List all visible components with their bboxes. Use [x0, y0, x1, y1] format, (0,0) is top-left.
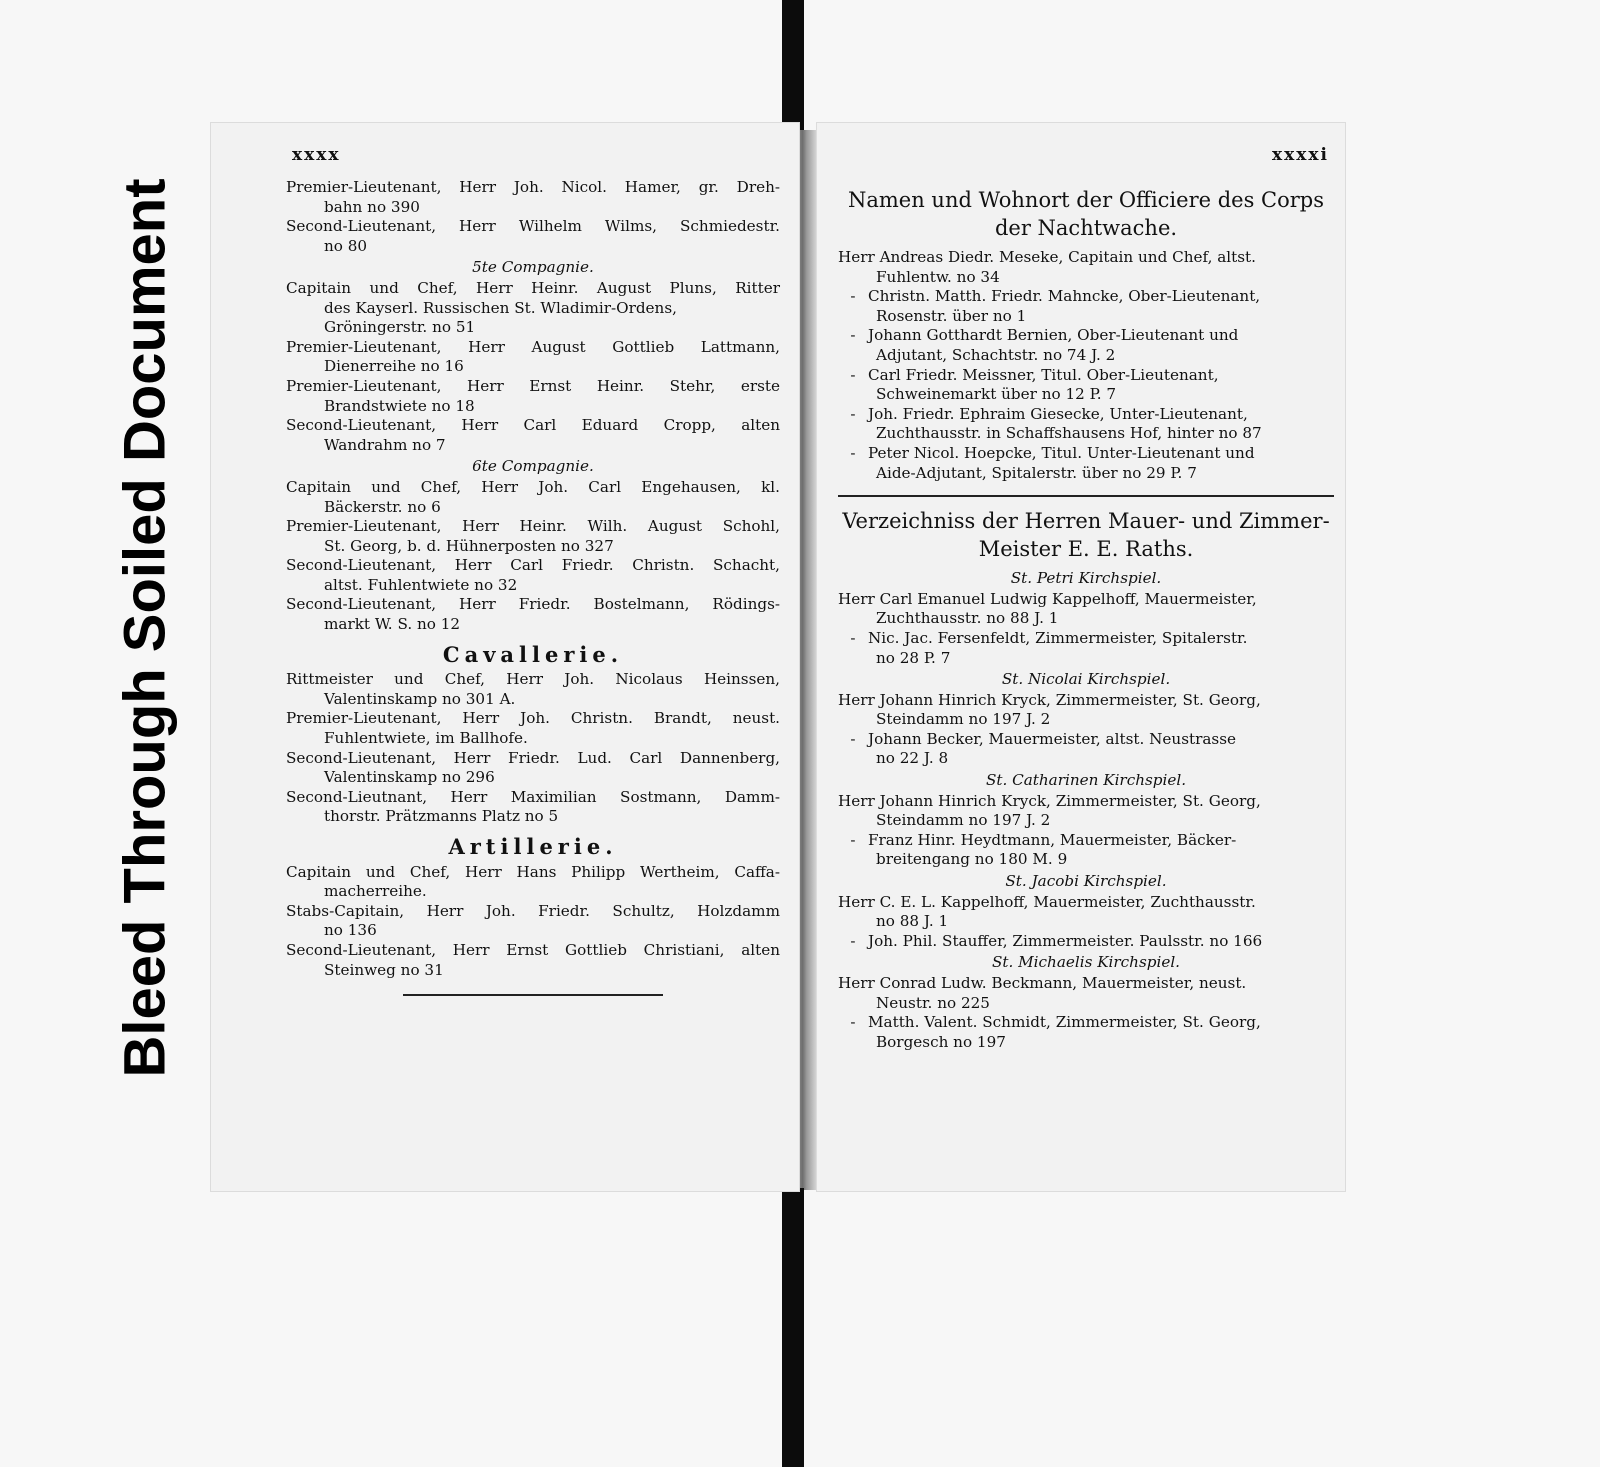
parish-heading: St. Jacobi Kirchspiel. — [1005, 872, 1167, 891]
entry-continuation: macherreihe. — [324, 882, 427, 901]
entry-line: Stabs-Capitain, Herr Joh. Friedr. Schultz, Holzdamm — [286, 901, 780, 920]
entry-text: Joh. Phil. Stauffer, Zimmermeister. Paulsstr. no 166 — [868, 931, 1263, 950]
register-entry — [838, 893, 1334, 932]
entry-continuation: bahn no 390 — [324, 197, 420, 216]
entry-continuation: no 22 J. 8 — [876, 749, 949, 768]
section-title-nachtwache: Namen und Wohnort der Officiere des Corps der Nachtwache. — [847, 188, 1325, 240]
register-entry — [838, 691, 1334, 730]
entry-continuation: St. Georg, b. d. Hühnerposten no 327 — [324, 536, 614, 555]
ditto-mark: - — [850, 931, 856, 950]
officer-entry — [286, 941, 780, 980]
register-entry — [838, 590, 1334, 629]
right-page-text — [838, 180, 1334, 1052]
entry-line: Second-Lieutenant, Herr Carl Friedr. Christn. Schacht, — [286, 556, 780, 575]
officer-entry — [286, 749, 780, 788]
ditto-mark: - — [850, 1013, 856, 1032]
entry-continuation: altst. Fuhlentwiete no 32 — [324, 575, 518, 594]
officer-entry — [286, 478, 780, 517]
entry-continuation: Zuchthausstr. in Schaffshausens Hof, hinter no 87 — [876, 424, 1262, 443]
officer-entry — [286, 416, 780, 455]
company-heading: 5te Compagnie. — [472, 258, 594, 277]
entry-text: Peter Nicol. Hoepcke, Titul. Unter-Lieutenant und — [868, 443, 1255, 462]
entry-continuation: Zuchthausstr. no 88 J. 1 — [876, 609, 1059, 628]
entry-continuation: des Kayserl. Russischen St. Wladimir-Ordens, Gröningerstr. no 51 — [324, 298, 677, 337]
entry-continuation: Fuhlentw. no 34 — [876, 267, 1000, 286]
entry-line — [838, 444, 1334, 464]
register-entry — [838, 1013, 1334, 1052]
entry-text: Christn. Matth. Friedr. Mahncke, Ober-Lieutenant, — [868, 287, 1261, 306]
register-entry — [838, 405, 1334, 444]
entry-line: Premier-Lieutenant, Herr Heinr. Wilh. August Schohl, — [286, 517, 780, 536]
officer-entry — [286, 863, 780, 902]
entry-text: Carl Friedr. Meissner, Titul. Ober-Lieutenant, — [868, 365, 1219, 384]
entry-continuation: Borgesch no 197 — [876, 1032, 1006, 1051]
entry-continuation: Steinweg no 31 — [324, 960, 444, 979]
left-page-number: xxxx — [292, 145, 341, 165]
officer-entry — [286, 556, 780, 595]
entry-continuation: Brandstwiete no 18 — [324, 396, 475, 415]
right-page-number: xxxxi — [1272, 145, 1329, 165]
entry-line — [838, 932, 1334, 952]
entry-line: Capitain und Chef, Herr Hans Philipp Wertheim, Caffa- — [286, 862, 780, 881]
register-entry — [838, 444, 1334, 483]
ditto-mark: - — [850, 404, 856, 423]
binding-strip-bottom — [782, 1188, 804, 1467]
entry-continuation: Dienerreihe no 16 — [324, 357, 464, 376]
section-title-meister: Verzeichniss der Herren Mauer- und Zimmer-Meister E. E. Raths. — [842, 509, 1330, 562]
entry-line: Herr C. E. L. Kappelhoff, Mauermeister, Zuchthausstr. — [838, 892, 1256, 911]
ditto-mark: - — [850, 287, 856, 306]
entry-line — [838, 366, 1334, 386]
officer-entry — [286, 670, 780, 709]
company-heading: 6te Compagnie. — [472, 457, 594, 476]
left-page-text — [286, 178, 780, 996]
ditto-mark: - — [850, 326, 856, 345]
entry-line — [838, 730, 1334, 750]
entry-continuation: no 80 — [324, 236, 368, 255]
officer-entry — [286, 178, 780, 217]
entry-line — [838, 1013, 1334, 1033]
entry-line: Rittmeister und Chef, Herr Joh. Nicolaus Heinssen, — [286, 670, 780, 689]
entry-continuation: Adjutant, Schachtstr. no 74 J. 2 — [876, 345, 1116, 364]
register-entry — [838, 629, 1334, 668]
parish-heading: St. Catharinen Kirchspiel. — [985, 771, 1187, 790]
entry-text: Joh. Friedr. Ephraim Giesecke, Unter-Lieutenant, — [868, 404, 1248, 423]
entry-text: Johann Becker, Mauermeister, altst. Neustrasse — [868, 729, 1236, 748]
entry-line — [838, 629, 1334, 649]
entry-line — [838, 326, 1334, 346]
ditto-mark: - — [850, 628, 856, 647]
entry-line — [838, 405, 1334, 425]
entry-line: Premier-Lieutenant, Herr Joh. Christn. Brandt, neust. — [286, 709, 780, 728]
ditto-mark: - — [850, 729, 856, 748]
entry-line: Herr Carl Emanuel Ludwig Kappelhoff, Mauermeister, — [838, 589, 1257, 608]
entry-line: Herr Andreas Diedr. Meseke, Capitain und Chef, altst. — [838, 248, 1256, 266]
officer-entry — [286, 902, 780, 941]
closing-rule — [403, 994, 663, 996]
entry-continuation: Neustr. no 225 — [876, 993, 990, 1012]
ditto-mark: - — [850, 830, 856, 849]
officer-entry — [286, 279, 780, 338]
entry-line — [838, 831, 1334, 851]
officer-entry — [286, 788, 780, 827]
entry-text: Franz Hinr. Heydtmann, Mauermeister, Bäcker- — [868, 830, 1237, 849]
entry-continuation: Valentinskamp no 296 — [324, 768, 495, 787]
entry-line: Herr Johann Hinrich Kryck, Zimmermeister, St. Georg, — [838, 791, 1261, 810]
entry-continuation: no 136 — [324, 921, 377, 940]
ditto-mark: - — [850, 443, 856, 462]
entry-continuation: breitengang no 180 M. 9 — [876, 850, 1068, 869]
entry-continuation: Fuhlentwiete, im Ballhofe. — [324, 729, 528, 748]
entry-line: Capitain und Chef, Herr Joh. Carl Engehausen, kl. — [286, 477, 780, 496]
entry-continuation: no 88 J. 1 — [876, 912, 949, 931]
register-entry — [838, 831, 1334, 870]
officer-entry — [286, 709, 780, 748]
condition-stamp-text: Bleed Through Soiled Document — [112, 178, 178, 1078]
parish-heading: St. Nicolai Kirchspiel. — [1001, 670, 1171, 689]
entry-line: Premier-Lieutenant, Herr August Gottlieb Lattmann, — [286, 337, 780, 356]
entry-line: Herr Johann Hinrich Kryck, Zimmermeister, St. Georg, — [838, 690, 1261, 709]
entry-text: Matth. Valent. Schmidt, Zimmermeister, St. Georg, — [868, 1013, 1261, 1032]
register-entry — [838, 974, 1334, 1013]
entry-line: Herr Conrad Ludw. Beckmann, Mauermeister, neust. — [838, 974, 1247, 992]
register-entry — [838, 730, 1334, 769]
register-entry — [838, 366, 1334, 405]
officer-entry — [286, 217, 780, 256]
officer-entry — [286, 595, 780, 634]
entry-line: Capitain und Chef, Herr Heinr. August Pluns, Ritter — [286, 278, 780, 297]
entry-line — [838, 287, 1334, 307]
entry-line: Premier-Lieutenant, Herr Ernst Heinr. Stehr, erste — [286, 376, 780, 395]
officer-entry — [286, 377, 780, 416]
entry-line: Second-Lieutenant, Herr Friedr. Lud. Carl Dannenberg, — [286, 748, 780, 767]
entry-continuation: Bäckerstr. no 6 — [324, 497, 441, 516]
entry-continuation: Aide-Adjutant, Spitalerstr. über no 29 P. 7 — [876, 463, 1197, 482]
entry-line: Second-Lieutenant, Herr Carl Eduard Cropp, alten — [286, 416, 780, 435]
section-rule — [838, 495, 1334, 497]
entry-continuation: no 28 P. 7 — [876, 648, 951, 667]
register-entry — [838, 287, 1334, 326]
entry-text: Nic. Jac. Fersenfeldt, Zimmermeister, Spitalerstr. — [868, 628, 1248, 647]
entry-continuation: Rosenstr. über no 1 — [876, 306, 1027, 325]
officer-entry — [286, 338, 780, 377]
entry-continuation: Wandrahm no 7 — [324, 435, 446, 454]
register-entry — [838, 248, 1334, 287]
entry-line: Premier-Lieutenant, Herr Joh. Nicol. Hamer, gr. Dreh- — [286, 178, 780, 196]
entry-line: Second-Lieutnant, Herr Maximilian Sostmann, Damm- — [286, 787, 780, 806]
entry-line: Second-Lieutenant, Herr Ernst Gottlieb Christiani, alten — [286, 940, 780, 959]
binding-strip-top — [782, 0, 804, 130]
entry-continuation: Schweinemarkt über no 12 P. 7 — [876, 385, 1117, 404]
entry-continuation: thorstr. Prätzmanns Platz no 5 — [324, 807, 559, 826]
officer-entry — [286, 517, 780, 556]
register-entry — [838, 792, 1334, 831]
register-entry — [838, 326, 1334, 365]
entry-text: Johann Gotthardt Bernien, Ober-Lieutenant und — [868, 326, 1239, 345]
register-entry — [838, 932, 1334, 952]
condition-stamp — [95, 128, 195, 1128]
entry-line: Second-Lieutenant, Herr Friedr. Bostelmann, Rödings- — [286, 595, 780, 614]
section-heading: Cavallerie. — [442, 641, 624, 667]
entry-line: Second-Lieutenant, Herr Wilhelm Wilms, Schmiedestr. — [286, 217, 780, 236]
entry-continuation: Steindamm no 197 J. 2 — [876, 710, 1051, 729]
entry-continuation: Valentinskamp no 301 A. — [324, 689, 516, 708]
parish-heading: St. Michaelis Kirchspiel. — [991, 953, 1181, 972]
entry-continuation: markt W. S. no 12 — [324, 615, 461, 634]
ditto-mark: - — [850, 365, 856, 384]
entry-continuation: Steindamm no 197 J. 2 — [876, 811, 1051, 830]
section-heading: Artillerie. — [448, 834, 618, 859]
parish-heading: St. Petri Kirchspiel. — [1010, 569, 1162, 588]
